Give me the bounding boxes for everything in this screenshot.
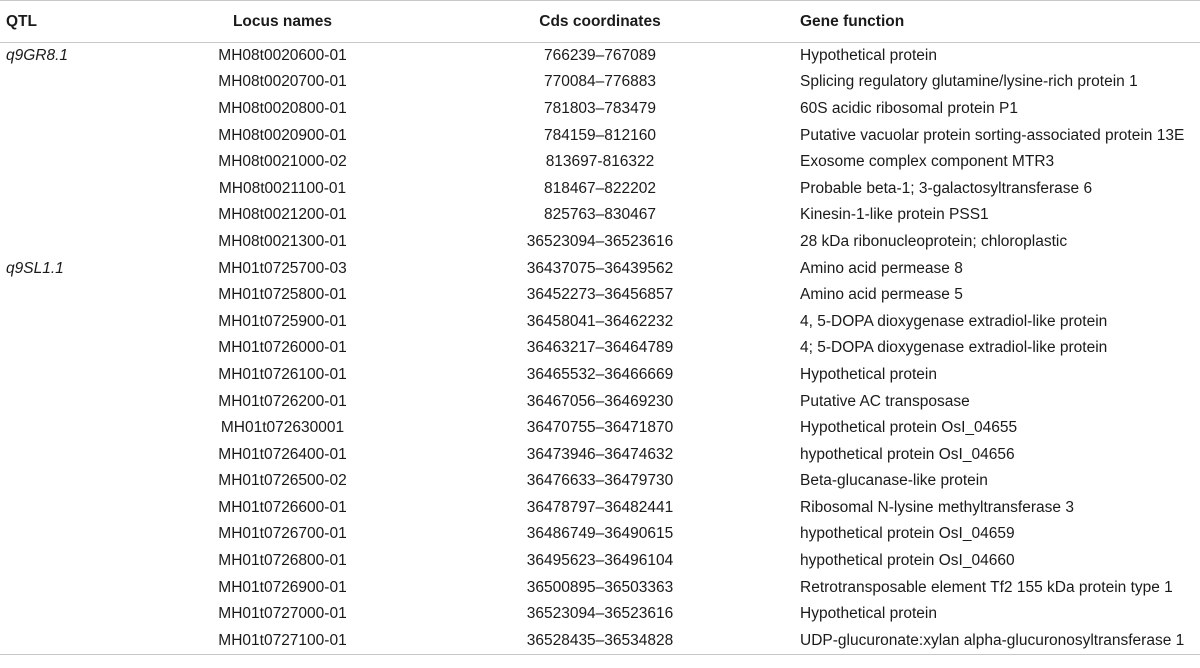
- gene-function-cell: UDP-glucuronate:xylan alpha-glucuronosyltransferase 1: [800, 631, 1185, 649]
- header-row: [0, 1, 1200, 43]
- locus-name-cell: MH01t0726600-01: [218, 498, 347, 516]
- cds-coordinates-cell: 36452273–36456857: [526, 286, 674, 304]
- table-row: [0, 175, 1200, 202]
- locus-name-cell: MH01t0725700-03: [218, 259, 347, 277]
- locus-name-cell: MH01t0726000-01: [218, 339, 347, 357]
- qtl-cell: [0, 415, 165, 442]
- qtl-cell: [0, 175, 165, 202]
- cds-coordinates-cell: 36463217–36464789: [526, 339, 674, 357]
- locus-name-cell: MH08t0020700-01: [218, 73, 347, 91]
- gene-function-cell: 28 kDa ribonucleoprotein; chloroplastic: [800, 232, 1068, 250]
- cds-coordinates-cell: 36465532–36466669: [526, 365, 674, 383]
- cds-coordinates-cell: 36470755–36471870: [526, 419, 674, 437]
- locus-name-cell: MH08t0021000-02: [218, 153, 347, 171]
- gene-function-cell: Splicing regulatory glutamine/lysine-rich protein 1: [800, 73, 1138, 91]
- table-row: [0, 149, 1200, 176]
- gene-function-cell: Putative vacuolar protein sorting-associated protein 13E: [800, 126, 1185, 144]
- locus-name-cell: MH01t0726200-01: [218, 392, 347, 410]
- locus-name-cell: MH01t0727000-01: [218, 605, 347, 623]
- table-row: [0, 202, 1200, 229]
- gene-function-cell: hypothetical protein OsI_04660: [800, 552, 1015, 570]
- gene-function-cell: 60S acidic ribosomal protein P1: [800, 99, 1018, 117]
- qtl-cell: [0, 388, 165, 415]
- locus-name-cell: MH08t0021300-01: [218, 232, 347, 250]
- cds-coordinates-cell: 781803–783479: [543, 99, 657, 117]
- cds-coordinates-cell: 36473946–36474632: [526, 445, 674, 463]
- qtl-cell: q9GR8.1: [6, 47, 69, 65]
- table-row: [0, 495, 1200, 522]
- table-row: [0, 282, 1200, 309]
- cds-coordinates-cell: 36528435–36534828: [526, 631, 674, 649]
- table-row: [0, 441, 1200, 468]
- table-row: [0, 521, 1200, 548]
- gene-function-cell: Beta-glucanase-like protein: [800, 472, 988, 490]
- table-row: [0, 574, 1200, 601]
- header-cds-coordinates: Cds coordinates: [539, 12, 661, 30]
- table-row: [0, 628, 1200, 655]
- locus-name-cell: MH08t0020900-01: [218, 126, 347, 144]
- qtl-cell: [0, 229, 165, 256]
- qtl-cell: [0, 468, 165, 495]
- cds-coordinates-cell: 36478797–36482441: [526, 498, 674, 516]
- cds-coordinates-cell: 36500895–36503363: [526, 578, 674, 596]
- cds-coordinates-cell: 36495623–36496104: [526, 552, 674, 570]
- table-row: [0, 362, 1200, 389]
- qtl-cell: [0, 69, 165, 96]
- locus-name-cell: MH08t0020600-01: [218, 47, 347, 65]
- locus-name-cell: MH01t0726900-01: [218, 578, 347, 596]
- gene-function-cell: Amino acid permease 8: [800, 259, 963, 277]
- qtl-cell: [0, 96, 165, 123]
- table-row: [0, 43, 1200, 70]
- locus-name-cell: MH08t0021100-01: [218, 179, 347, 197]
- locus-name-cell: MH08t0021200-01: [218, 206, 347, 224]
- gene-function-cell: Hypothetical protein: [800, 605, 937, 623]
- qtl-cell: [0, 521, 165, 548]
- gene-function-cell: Exosome complex component MTR3: [800, 153, 1055, 171]
- cds-coordinates-cell: 825763–830467: [543, 206, 657, 224]
- cds-coordinates-cell: 36458041–36462232: [526, 312, 674, 330]
- locus-name-cell: MH01t0727100-01: [218, 631, 347, 649]
- gene-function-cell: Putative AC transposase: [800, 392, 970, 410]
- gene-function-cell: Hypothetical protein: [800, 47, 937, 65]
- cds-coordinates-cell: 784159–812160: [543, 126, 657, 144]
- cds-coordinates-cell: 36486749–36490615: [526, 525, 674, 543]
- header-qtl: QTL: [6, 12, 37, 30]
- cds-coordinates-cell: 36437075–36439562: [526, 259, 674, 277]
- qtl-cell: [0, 308, 165, 335]
- locus-name-cell: MH01t072630001: [220, 419, 345, 437]
- qtl-cell: [0, 574, 165, 601]
- cds-coordinates-cell: 36467056–36469230: [526, 392, 674, 410]
- table-row: [0, 122, 1200, 149]
- locus-name-cell: MH01t0726400-01: [218, 445, 347, 463]
- qtl-cell: [0, 202, 165, 229]
- table-row: [0, 308, 1200, 335]
- qtl-cell: [0, 548, 165, 575]
- qtl-cell: [0, 362, 165, 389]
- table-row: [0, 415, 1200, 442]
- locus-name-cell: MH01t0726800-01: [218, 552, 347, 570]
- locus-name-cell: MH01t0725900-01: [218, 312, 347, 330]
- gene-function-cell: Hypothetical protein OsI_04655: [800, 419, 1018, 437]
- gene-function-cell: hypothetical protein OsI_04656: [800, 445, 1015, 463]
- header-locus-names: Locus names: [232, 12, 333, 30]
- gene-function-cell: Kinesin-1-like protein PSS1: [800, 206, 989, 224]
- qtl-cell: [0, 122, 165, 149]
- locus-name-cell: MH01t0726100-01: [218, 365, 347, 383]
- table-row: [0, 548, 1200, 575]
- qtl-cell: [0, 628, 165, 655]
- table-row: [0, 388, 1200, 415]
- cds-coordinates-cell: 36523094–36523616: [526, 605, 674, 623]
- cds-coordinates-cell: 36523094–36523616: [526, 232, 674, 250]
- gene-function-cell: 4, 5-DOPA dioxygenase extradiol-like protein: [800, 312, 1108, 330]
- header-gene-function: Gene function: [800, 12, 905, 30]
- gene-function-cell: Ribosomal N-lysine methyltransferase 3: [800, 498, 1074, 516]
- qtl-cell: [0, 441, 165, 468]
- locus-name-cell: MH08t0020800-01: [218, 99, 347, 117]
- qtl-cell: q9SL1.1: [6, 259, 64, 277]
- table-row: [0, 96, 1200, 123]
- table-row: [0, 335, 1200, 362]
- locus-name-cell: MH01t0726700-01: [218, 525, 347, 543]
- table-row: [0, 255, 1200, 282]
- qtl-cell: [0, 601, 165, 628]
- qtl-cell: [0, 282, 165, 309]
- cds-coordinates-cell: 770084–776883: [543, 73, 657, 91]
- table-row: [0, 468, 1200, 495]
- table-row: [0, 69, 1200, 96]
- table-body: [0, 43, 1200, 655]
- qtl-cell: [0, 335, 165, 362]
- gene-function-cell: hypothetical protein OsI_04659: [800, 525, 1015, 543]
- gene-function-cell: Retrotransposable element Tf2 155 kDa protein type 1: [800, 578, 1173, 596]
- table-header: [0, 1, 1200, 43]
- locus-name-cell: MH01t0726500-02: [218, 472, 347, 490]
- gene-function-cell: Amino acid permease 5: [800, 286, 963, 304]
- cds-coordinates-cell: 36476633–36479730: [526, 472, 674, 490]
- gene-function-cell: 4; 5-DOPA dioxygenase extradiol-like protein: [800, 339, 1108, 357]
- locus-name-cell: MH01t0725800-01: [218, 286, 347, 304]
- cds-coordinates-cell: 813697-816322: [545, 153, 655, 171]
- qtl-cell: [0, 149, 165, 176]
- gene-function-cell: Probable beta-1; 3-galactosyltransferase 6: [800, 179, 1093, 197]
- cds-coordinates-cell: 818467–822202: [543, 179, 657, 197]
- table-row: [0, 601, 1200, 628]
- gene-function-cell: Hypothetical protein: [800, 365, 937, 383]
- table-row: [0, 229, 1200, 256]
- qtl-cell: [0, 495, 165, 522]
- cds-coordinates-cell: 766239–767089: [543, 47, 657, 65]
